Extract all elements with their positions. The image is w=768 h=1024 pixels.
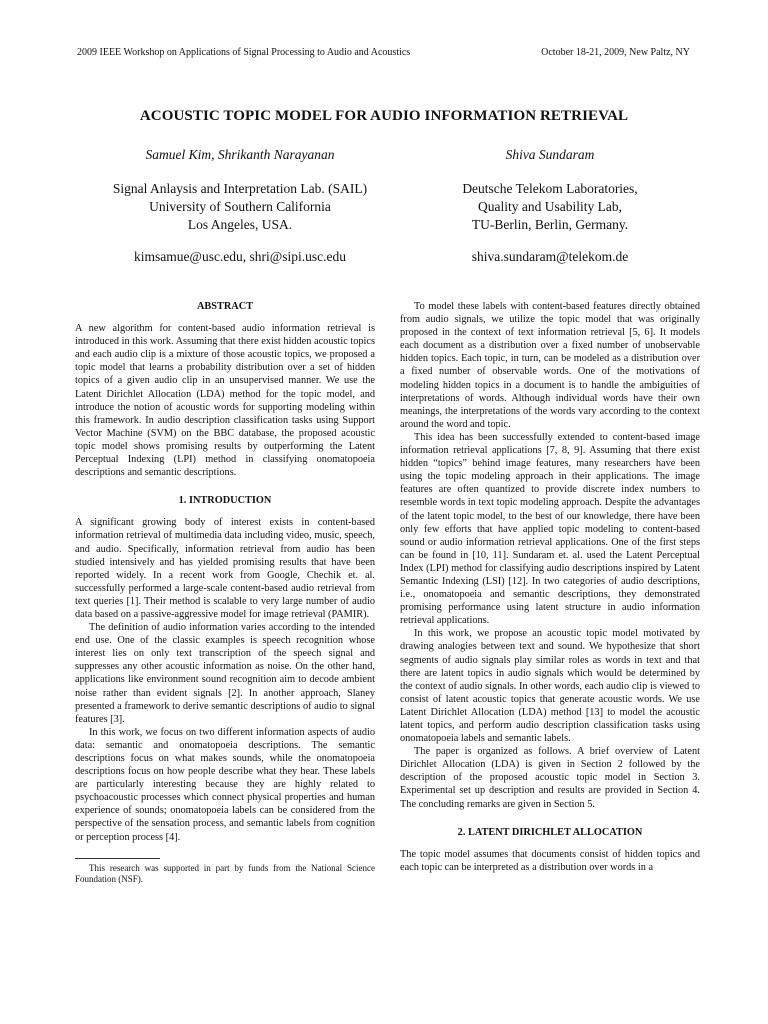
affiliation-line: Signal Anlaysis and Interpretation Lab. (SAIL) [112,181,368,196]
section-heading-lda: 2. LATENT DIRICHLET ALLOCATION [457,826,643,838]
author-block-left [70,146,410,266]
affiliation-line: Deutsche Telekom Laboratories, [462,181,638,196]
body-paragraph: This idea has been successfully extended to content-based image information retrieval applications [7, 8, 9]. Assuming that there exist hidden “topics” behind image features, many researchers have been using the topic modeling approach in their applications. The image features are often quantized to provide discrete index numbers to resemble words in text topic modeling approach. Despite the advantages of the latent topic model, to the best of our knowledge, there have been only few efforts that have applied topic modeling to content-based sound or audio information retrieval applications. One of the first steps can be found in [10, 11]. Sundaram et. al. used the Latent Perceptual Index (LPI) method for classifying audio descriptions inspired by Latent Semantic Indexing (LSI) [12]. In two categories of audio descriptions, i.e., onomatopoeia and semantic descriptions, they demonstrated promising performance using latent structure in audio information retrieval applications. [400,431,700,627]
author-email: kimsamue@usc.edu, shri@sipi.usc.edu [134,249,346,264]
affiliation-line: TU-Berlin, Berlin, Germany. [471,217,629,232]
author-names: Shiva Sundaram [505,147,595,162]
abstract-text: A new algorithm for content-based audio information retrieval is introduced in this work. Assuming that there exist hidden acoustic topics and each audio clip is a mixture of those acoustic topics, we proposed a topic model that learns a probability distribution over a set of hidden topics of a given audio clip in an unsupervised manner. We use the Latent Dirichlet Allocation (LDA) method for the topic model, and introduce the notion of acoustic words for supporting modeling within this framework. In audio description classification tasks using Support Vector Machine (SVM) on the BBC database, the proposed acoustic topic model shows promising results by outperforming the Latent Perceptual Indexing (LPI) method in classifying onomatopoeia descriptions and semantic descriptions. [75,323,375,479]
affiliation-line: University of Southern California [149,199,331,214]
section-heading-introduction: 1. INTRODUCTION [178,495,272,507]
author-email: shiva.sundaram@telekom.de [471,249,629,264]
footnote: This research was supported in part by funds from the National Science Foundation (NSF). [75,862,375,884]
left-column [75,300,375,885]
body-paragraph: The paper is organized as follows. A brief overview of Latent Dirichlet Allocation (LDA) is given in Section 2 followed by the description of the proposed acoustic topic model in Section 3. Experimental set up description and results are provided in Section 4. The concluding remarks are given in Section 5. [400,746,700,810]
body-paragraph: The definition of audio information varies according to the intended end use. One of the classic examples is speech recognition whose interest lies on only text transcription of the speech signal and suppresses any other acoustic information as noise. On the other hand, applications like environment sound recognition aim to decode ambient noise rather than evident signals [2]. In another approach, Slaney presented a framework to derive semantic descriptions of audio to signal features [3]. [75,622,375,725]
abstract-heading: ABSTRACT [196,301,254,312]
body-paragraph: The topic model assumes that documents consist of hidden topics and each topic can be interpreted as a distribution over words in a [400,848,700,873]
author-names: Samuel Kim, Shrikanth Narayanan [145,147,335,162]
author-block-right [400,146,700,266]
body-paragraph: A significant growing body of interest exists in content-based information retrieval of multimedia data including video, music, speech, and audio. Specifically, information retrieval from audio has been studied intensively and has yielded promising results that have been reported widely. In a recent work from Google, Chechik et. al. successfully performed a large-scale content-based audio retrieval from text queries [1]. Their method is scalable to very large number of audio data based on a passive-aggressive model for image retrieval (PAMIR). [75,517,375,620]
body-paragraph: To model these labels with content-based features directly obtained from audio signals, we utilize the topic model that was originally proposed in the context of text information retrieval [5, 6]. It models each document as a distribution over a fixed number of unobservable hidden topics. Each topic, in turn, can be modeled as a distribution over a fixed number of observable words. One of the motivations of modeling hidden topics in a document is to handle the ambiguities of interpretations of words. Although individual words have their own meanings, the interpretations of the words vary according to the context around the word and topic. [400,301,700,430]
affiliation-line: Los Angeles, USA. [187,217,293,232]
affiliation-line: Quality and Usability Lab, [478,199,622,214]
right-column [400,300,700,874]
body-paragraph: In this work, we focus on two different information aspects of audio data: semantic and onomatopoeia descriptions. The semantic descriptions focus on what makes sounds, while the onomatopoeia descriptions focus on how people describe what they hear. These labels are particularly interesting because they are highly related to psychoacoustic processes which connect physical properties and human experience of sounds; onomatopoeia labels can be considered from the perspective of the sensation process, and semantic labels from cognition or perception process [4]. [75,726,375,843]
body-paragraph: In this work, we propose an acoustic topic model motivated by drawing analogies between text and sound. We hypothesize that short segments of audio signals play similar roles as words in text and that there are latent topics in audio signals which would be determined by the context of audio signals. In other words, each audio clip is viewed to consist of latent acoustic topics that generate acoustic words. We use Latent Dirichlet Allocation (LDA) method [13] to model the acoustic latent topics, and perform audio description classification tasks using onomatopoeia labels and semantic labels. [400,628,700,745]
header-right: October 18-21, 2009, New Paltz, NY [541,47,690,58]
paper-title: ACOUSTIC TOPIC MODEL FOR AUDIO INFORMATION RETRIEVAL [139,108,629,124]
footnote-rule [75,858,160,859]
header-left: 2009 IEEE Workshop on Applications of Signal Processing to Audio and Acoustics [77,47,411,58]
